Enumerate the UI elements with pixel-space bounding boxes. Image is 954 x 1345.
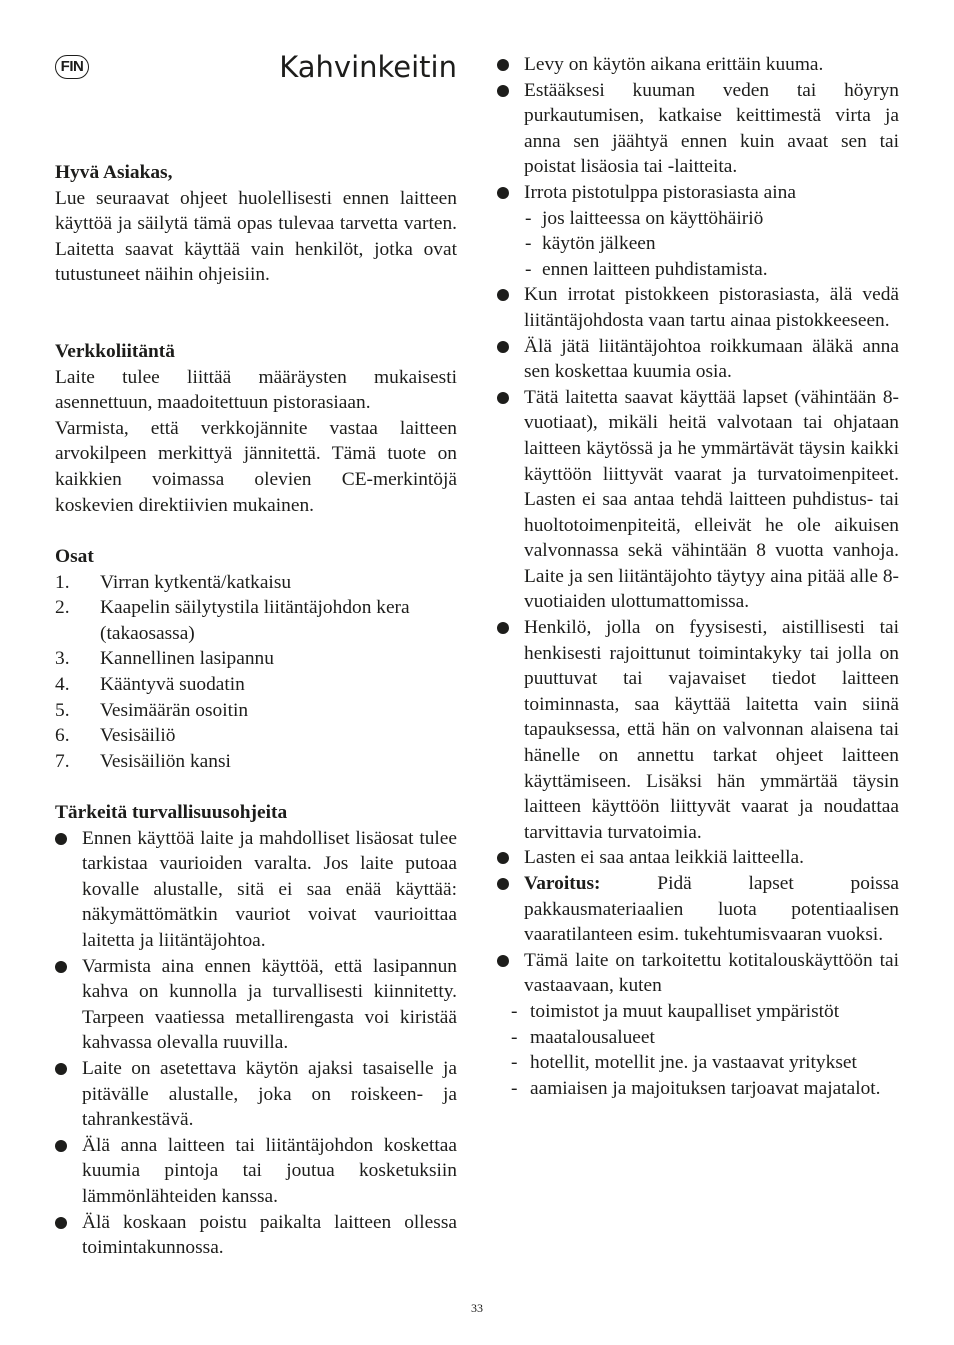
safety-item-text: Älä jätä liitäntäjohtoa roikkumaan äläkä anna sen koskettaa kuumia osia. — [524, 335, 899, 383]
safety-item — [497, 845, 899, 871]
parts-item-number: 4. — [55, 673, 70, 695]
page-number: 33 — [471, 1301, 483, 1315]
parts-item-text: Vesimäärän osoitin — [100, 699, 249, 721]
bullet-icon — [497, 187, 509, 199]
bullet-icon — [55, 1140, 67, 1152]
parts-heading: Osat — [55, 546, 94, 567]
parts-item-text: Virran kytkentä/katkaisu — [100, 571, 292, 593]
parts-item-text: Vesisäiliön kansi — [100, 750, 231, 772]
network-heading: Verkkoliitäntä — [55, 341, 175, 362]
safety-item — [55, 1210, 457, 1261]
safety-item-text: Levy on käytön aikana erittäin kuuma. — [524, 54, 824, 75]
safety-item-with-sublist — [524, 180, 899, 282]
parts-item — [55, 749, 457, 775]
bullet-icon — [497, 852, 509, 864]
safety-item — [497, 180, 899, 282]
sublist-item: - aamiaisen ja majoituksen tarjoavat majatalot. — [511, 1077, 881, 1099]
parts-item-text: Kaapelin säilytystila liitäntäjohdon kera (takaosassa) — [100, 597, 410, 644]
safety-item — [55, 826, 457, 954]
parts-item-number: 3. — [55, 648, 70, 670]
safety-item — [497, 282, 899, 333]
safety-item — [55, 1056, 457, 1133]
bullet-icon — [55, 1063, 67, 1075]
parts-item — [55, 595, 457, 646]
safety-item — [55, 1133, 457, 1210]
sublist-item: - hotellit, motellit jne. ja vastaavat yritykset — [511, 1052, 857, 1074]
safety-item — [497, 948, 899, 1102]
bullet-icon — [55, 961, 67, 973]
safety-item-text: Henkilö, jolla on fyysisesti, aistillisesti tai henkisesti rajoittunut toimintakyky tai jolla on puuttuvat tai vajavaiset tiedot laitteen toiminnasta, saa käyttää laitetta vain siinä tapauksessa, että hän on valvonnan alaisena tai hänelle on annettu tarkat ohjeet laitteen käyttämiseen. Lisäksi hän ymmärtää täysin laitteen käyttöön liittyvät vaarat ja noudattaa tarvittavia turvatoimia. — [524, 617, 899, 843]
safety-item-text: Estääksesi kuuman veden tai höyryn purkautumisen, katkaise keittimestä virta ja anna sen jäähtyä ennen kuin avaat sen tai poistat lisäosia tai -laitteita. — [524, 79, 899, 178]
parts-item — [55, 646, 457, 672]
intro-heading: Hyvä Asiakas, — [55, 162, 173, 183]
parts-section — [55, 544, 457, 774]
safety-section — [55, 800, 457, 1261]
page-title: Kahvinkeitin — [279, 50, 457, 84]
safety-item-with-sublist — [511, 948, 899, 1102]
bullet-icon — [497, 59, 509, 71]
warning-text: Pidä lapset poissa pakkausmateriaalien luota potentiaalisen vaaratilanteen esim. tukehtumisvaaran vuoksi. — [524, 873, 899, 946]
parts-item-number: 6. — [55, 725, 70, 747]
safety-item-text: Älä koskaan poistu paikalta laitteen ollessa toimintakunnossa. — [82, 1211, 457, 1259]
bullet-icon — [497, 392, 509, 404]
network-paragraph-1: Laite tulee liittää määräysten mukaisesti asennettuun, maadoitettuun pistorasiaan. — [55, 366, 457, 414]
safety-list-right — [497, 52, 899, 1101]
parts-item-text: Kannellinen lasipannu — [100, 648, 274, 670]
safety-item — [497, 52, 899, 78]
safety-item-text: Lasten ei saa antaa leikkiä laitteella. — [524, 847, 804, 869]
safety-item-text: Kun irrotat pistokkeen pistorasiasta, älä vedä liitäntäjohdosta vaan tartu ainaa pistokkeeseen. — [524, 284, 899, 331]
language-badge: FIN — [55, 55, 89, 79]
safety-item-text: Tätä laitetta saavat käyttää lapset (vähintään 8-vuotiaat), mikäli heitä valvotaan tai ohjataan laitteen käytössä ja he ymmärtävät täysin kaikki käyttöön liittyvät vaarat ja turvatoimenpiteet. Lasten ei saa antaa tehdä laitteen puhdistus- tai huoltotoimenpiteitä, elleivät he ole aikuisen valvonnassa sekä vähintään 8 vuotta vanhoja. Laite ja sen liitäntäjohto täytyy aina pitää alle 8-vuotiaiden ulottumattomissa. — [524, 386, 899, 613]
safety-item-text: Tämä laite on tarkoitettu kotitalouskäyttöön tai vastaavaan, kuten — [524, 949, 899, 997]
parts-item — [55, 570, 457, 596]
network-paragraph-2: Varmista, että verkkojännite vastaa laitteen arvokilpeen merkittyä jännitettä. Tämä tuote on kaikkien voimassa olevien CE-merkintöjä koskevien direktiivien mukainen. — [55, 417, 457, 516]
safety-item — [497, 615, 899, 845]
safety-item — [497, 334, 899, 385]
bullet-icon — [497, 878, 509, 890]
parts-item — [55, 723, 457, 749]
bullet-icon — [497, 955, 509, 967]
bullet-icon — [497, 85, 509, 97]
bullet-icon — [55, 1217, 67, 1229]
sublist-item: - käytön jälkeen — [525, 233, 656, 255]
bullet-icon — [497, 289, 509, 301]
parts-item-number: 7. — [55, 750, 70, 772]
intro-text: Lue seuraavat ohjeet huolellisesti ennen laitteen käyttöä ja säilytä tämä opas tulevaa tarvetta varten. Laitetta saavat käyttää vain henkilöt, jotka ovat tutustuneet näihin ohjeisiin. — [55, 187, 457, 286]
bullet-icon — [497, 341, 509, 353]
parts-item-text: Kääntyvä suodatin — [100, 673, 245, 695]
parts-item — [55, 698, 457, 724]
safety-list-left — [55, 826, 457, 1261]
parts-item-number: 2. — [55, 597, 70, 619]
safety-item-text: Laite on asetettava käytön ajaksi tasaiselle ja pitävälle alustalle, joka on roiskeen- ja tahrankestävä. — [82, 1057, 457, 1131]
parts-item-text: Vesisäiliö — [100, 725, 176, 747]
safety-item-text: Ennen käyttöä laite ja mahdolliset lisäosat tulee tarkistaa vaurioiden varalta. Jos laite putoaa kovalle alustalle, sitä ei saa enää käyttää: näkymättömätkin vauriot voivat vaurioittaa laitetta ja liitäntäjohtoa. — [82, 827, 457, 951]
safety-item-text: Varmista aina ennen käyttöä, että lasipannun kahva on kunnolla ja turvallisesti kiinnitetty. Tarpeen vaatiessa metallirengasta voi kiristää kahvassa olevalla ruuvilla. — [82, 955, 457, 1054]
safety-item — [497, 385, 899, 615]
safety-item — [55, 954, 457, 1056]
safety-item — [497, 78, 899, 180]
sublist-item: - jos laitteessa on käyttöhäiriö — [525, 207, 764, 229]
sublist-item: - maatalousalueet — [511, 1026, 655, 1048]
bullet-icon — [55, 833, 67, 845]
safety-item-text: Irrota pistotulppa pistorasiasta aina — [524, 181, 796, 203]
parts-item-number: 5. — [55, 699, 70, 721]
warning-item — [524, 871, 899, 948]
network-section — [55, 339, 457, 518]
bullet-icon — [497, 622, 509, 634]
safety-item — [497, 871, 899, 948]
safety-heading: Tärkeitä turvallisuusohjeita — [55, 802, 288, 823]
parts-item — [55, 672, 457, 698]
sublist-item: - toimistot ja muut kaupalliset ympäristöt — [511, 1000, 840, 1022]
parts-item-number: 1. — [55, 571, 70, 593]
safety-item-text: Älä anna laitteen tai liitäntäjohdon koskettaa kuumia pintoja tai joutua kosketuksiin lämmönlähteiden kanssa. — [82, 1134, 457, 1207]
intro-section — [55, 160, 457, 288]
warning-label: Varoitus: — [524, 873, 601, 894]
sublist-item: - ennen laitteen puhdistamista. — [525, 258, 768, 280]
